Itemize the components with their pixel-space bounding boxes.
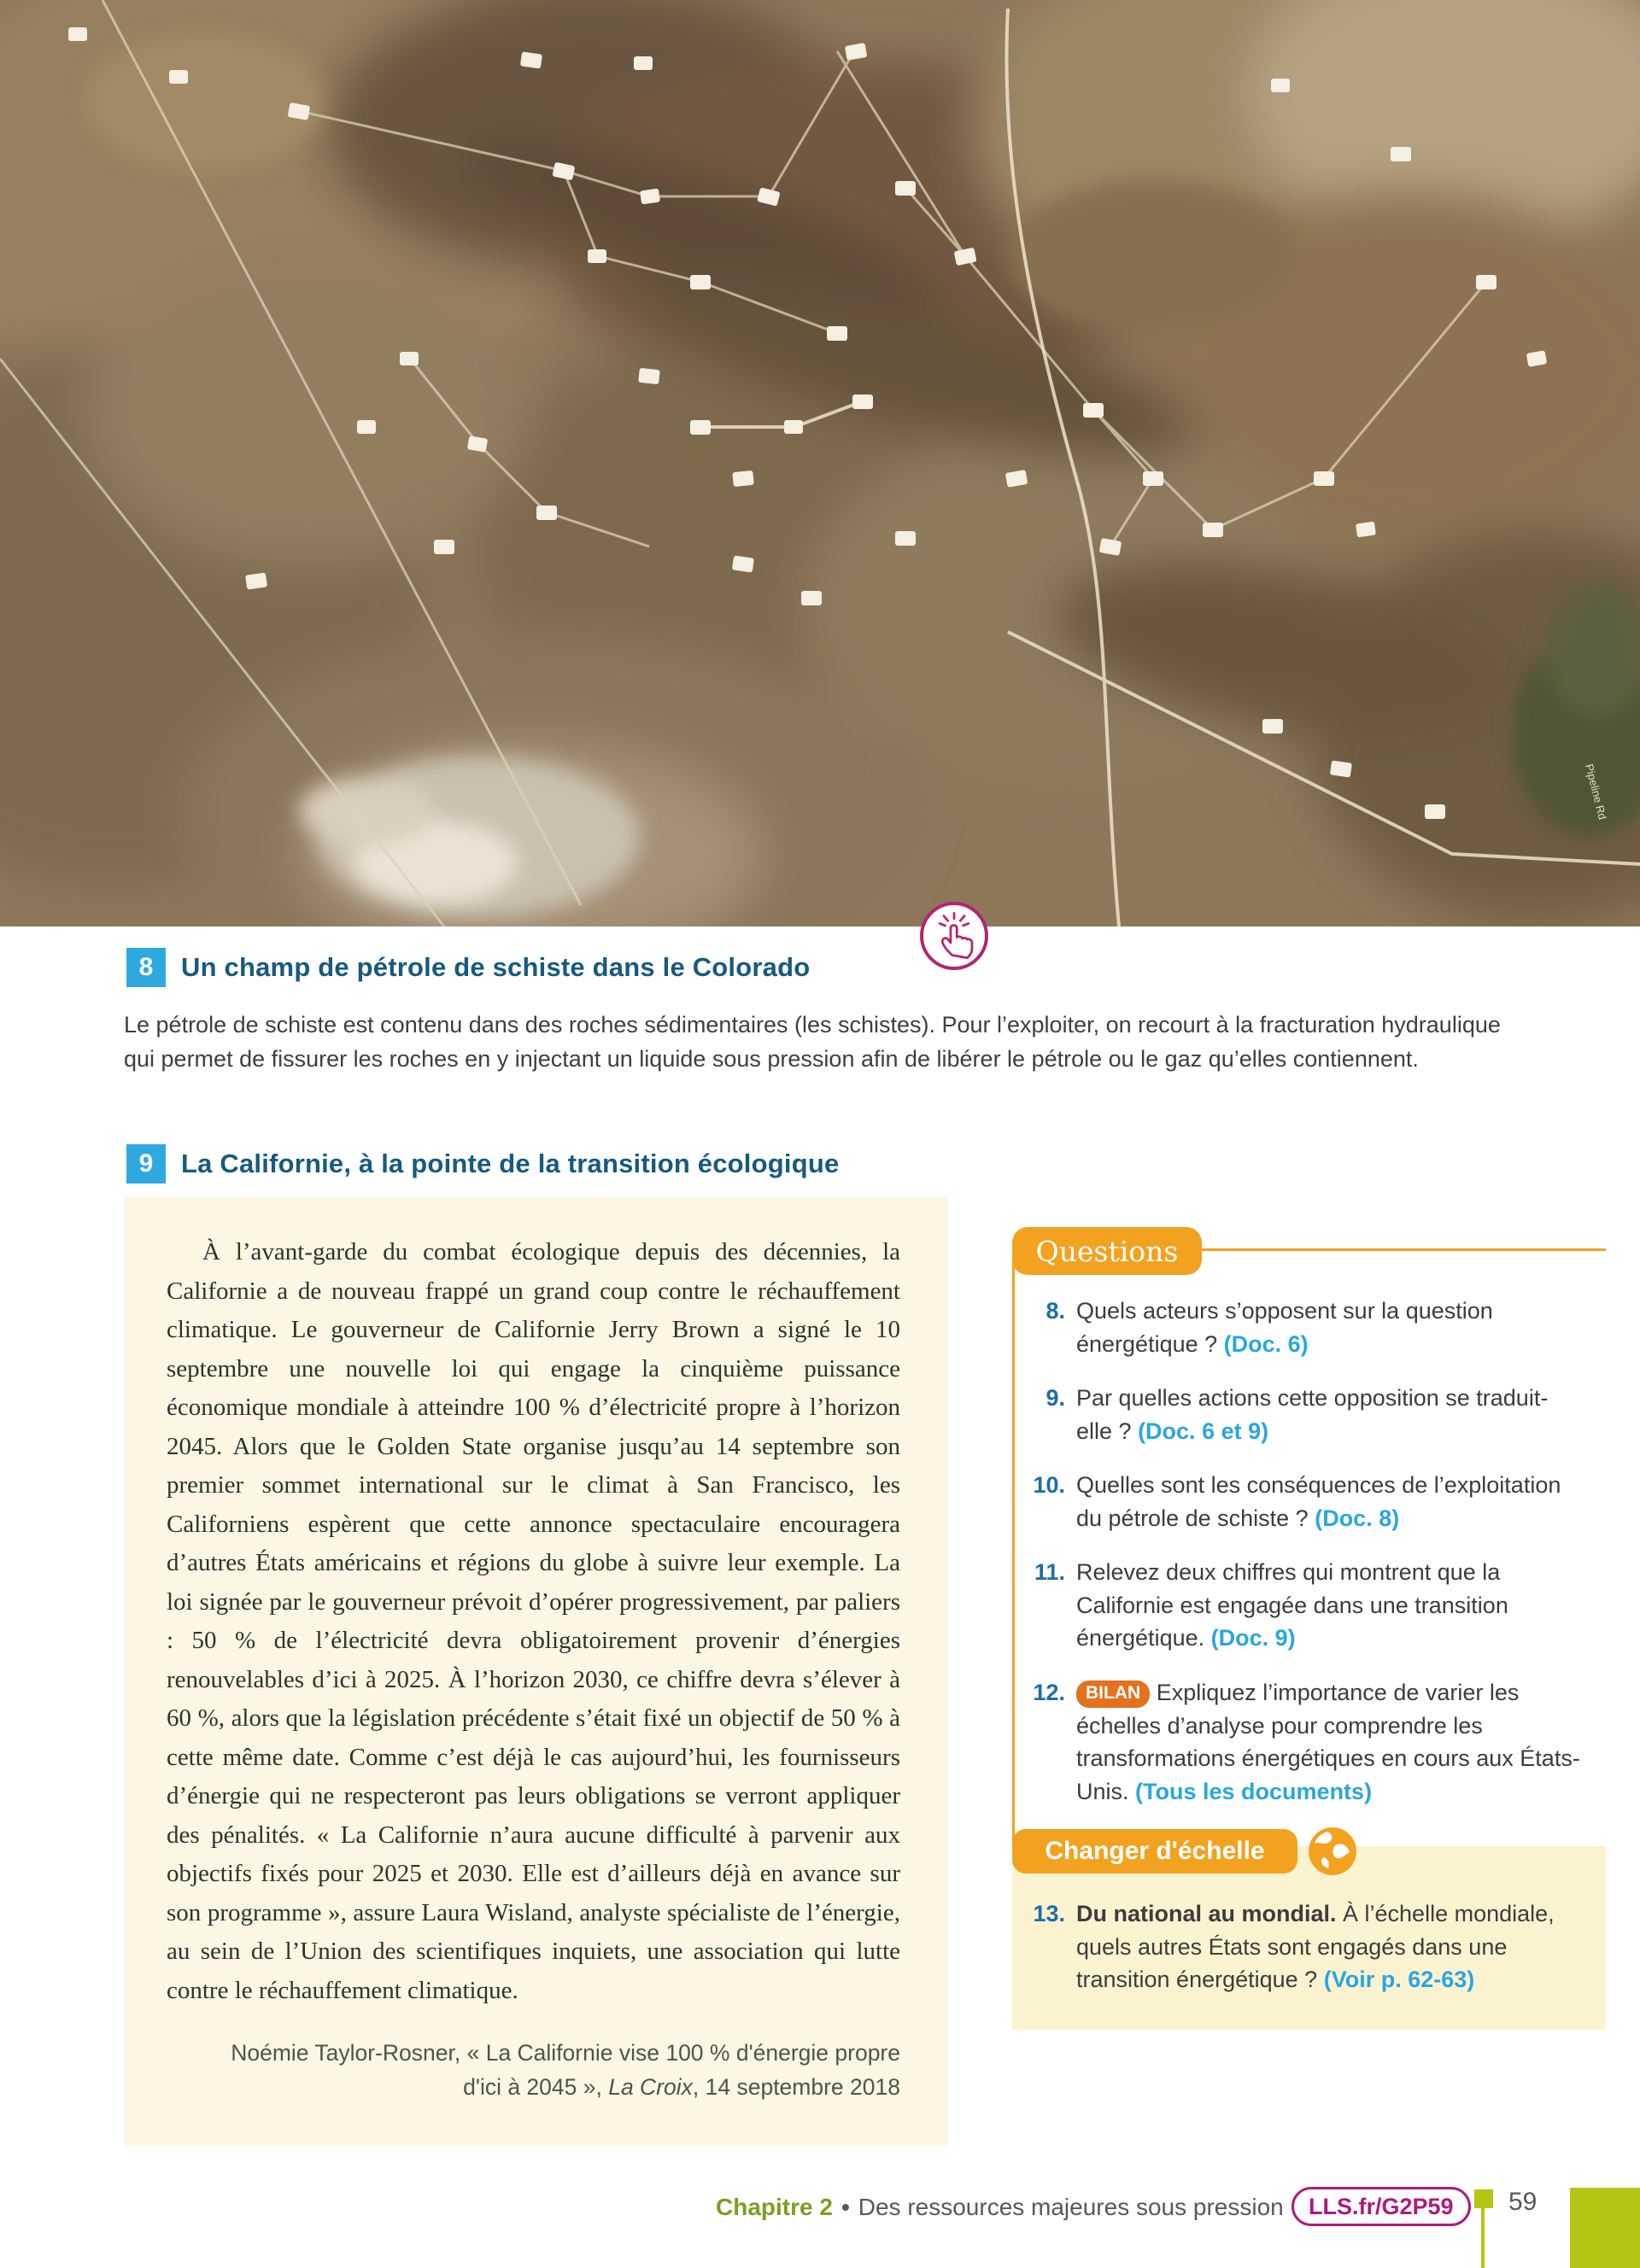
question-text: À l’échelle mondiale, quels autres États sont engagés dans une transition énergétique ? [1076,1901,1555,1992]
question-lead: Du national au mondial. [1076,1901,1337,1926]
globe-icon [1309,1827,1356,1875]
doc-reference-link[interactable]: (Tous les documents) [1135,1778,1373,1804]
source-journal: La Croix [608,2074,693,2100]
question-text: Quels acteurs s’opposent sur la question énergétique ? [1076,1298,1493,1357]
footer [716,2188,1284,2227]
doc-reference-link[interactable]: (Doc. 8) [1315,1505,1400,1531]
question-number: 9. [1046,1385,1065,1411]
questions-header: Questions [1012,1227,1202,1275]
doc9-title: La Californie, à la pointe de la transition écologique [181,1149,840,1178]
lls-link-button[interactable]: LLS.fr/G2P59 [1292,2187,1471,2226]
question-item-13 [1012,1897,1606,1996]
question-number: 12. [1033,1679,1065,1705]
questions-list [1012,1295,1606,1829]
doc-reference-link[interactable]: (Doc. 9) [1210,1625,1296,1651]
page-reference-link[interactable]: (Voir p. 62-63) [1323,1967,1475,1992]
page-marker-square [1474,2189,1493,2208]
questions-rule [1202,1248,1606,1251]
source-line2: d'ici à 2045 », La Croix, 14 septembre 2018 [463,2074,900,2100]
interactive-document-badge[interactable] [920,902,988,970]
chapter-bookmark-tab [1570,2188,1640,2268]
question-number: 10. [1033,1472,1065,1498]
source-line1: Noémie Taylor-Rosner, « La Californie vise 100 % d'énergie propre [231,2040,900,2066]
question-item-10 [1012,1469,1606,1534]
bilan-badge: BILAN [1076,1681,1150,1708]
footer-separator: • [840,2194,850,2220]
footer-chapter-label: Chapitre 2 [716,2194,833,2220]
question-item-11 [1012,1556,1606,1655]
doc9-number-badge: 9 [126,1144,166,1184]
click-hand-icon [929,910,979,962]
doc-reference-link[interactable]: (Doc. 6) [1223,1330,1309,1357]
question-number: 11. [1034,1559,1065,1585]
question-item-8 [1012,1295,1606,1360]
scale-change-header: Changer d'échelle [1012,1829,1297,1873]
doc9-article-source [167,2036,900,2104]
doc9-article-text: À l’avant-garde du combat écologique depuis des décennies, la Californie a de nouveau frappé un grand coup contre le réchauffement climatique. Le gouverneur de Californie Jerry Brown a signé le 10 septembre une nouvelle loi qui engage la cinquième puissance économique mondiale à atteindre 100 % d’électricité propre à l’horizon 2045. Alors que le Golden State organise jusqu’au 14 septembre son premier sommet international sur le climat à San Francisco, les Californiens espèrent que cette annonce spectaculaire encouragera d’autres États américains et régions du globe à suivre leur exemple. La loi signée par le gouverneur prévoit d’opérer progressivement, par paliers : 50 % de l’électricité devra obligatoirement provenir d’énergies renouvelables d’ici à 2025. À l’horizon 2030, ce chiffre devra s’élever à 60 %, alors que la législation précédente s’était fixé un objectif de 50 % à cette même date. Comme c’est déjà le cas aujourd’hui, les fournisseurs d’énergie qui ne respecteront pas leurs obligations se verront appliquer des pénalités. « La Californie n’aura aucune difficulté à parvenir aux objectifs fixés pour 2025 et 2030. Elle est d’ailleurs déjà en avance sur son programme », assure Laura Wisland, analyste spécialiste de l’énergie, au sein de l’Union des scientifiques inquiets, une association qui lutte contre le réchauffement climatique. [167,1238,900,2004]
doc8-description: Le pétrole de schiste est contenu dans des roches sédimentaires (les schistes). Pour l’exploiter, on recourt à la fracturation hydraulique qui permet de fissurer les roches en y injectant un liquide sous pression afin de libérer le pétrole ou le gaz qu’elles contiennent. [124,1012,1501,1072]
question-number: 13. [1033,1901,1065,1926]
doc-reference-link[interactable]: (Doc. 6 et 9) [1138,1418,1269,1444]
question-text: Expliquez l’importance de varier les échelles d’analyse pour comprendre les transformations énergétiques en cours aux États-Unis. [1076,1679,1580,1804]
satellite-photo-colorado [0,0,1640,926]
question-item-9 [1012,1382,1606,1447]
page-number: 59 [1508,2188,1538,2216]
question-text: Quelles sont les conséquences de l’exploitation du pétrole de schiste ? [1076,1472,1561,1531]
doc9-article-box [124,1197,948,2146]
question-text: Relevez deux chiffres qui montrent que la Californie est engagée dans une transition énergétique. [1076,1559,1508,1651]
satellite-photo-art [0,0,1640,926]
doc8-header [126,948,810,987]
footer-chapter-title: Des ressources majeures sous pression [858,2194,1284,2220]
road-label: Pipeline Rd [1583,763,1609,821]
doc8-number-badge: 8 [126,948,166,987]
question-text: Par quelles actions cette opposition se traduit-elle ? [1076,1385,1549,1444]
doc8-title: Un champ de pétrole de schiste dans le Colorado [181,952,811,982]
doc9-header [126,1144,839,1184]
page-marker-line [1481,2208,1485,2268]
question-number: 8. [1046,1298,1065,1324]
question-item-12 [1012,1676,1606,1809]
